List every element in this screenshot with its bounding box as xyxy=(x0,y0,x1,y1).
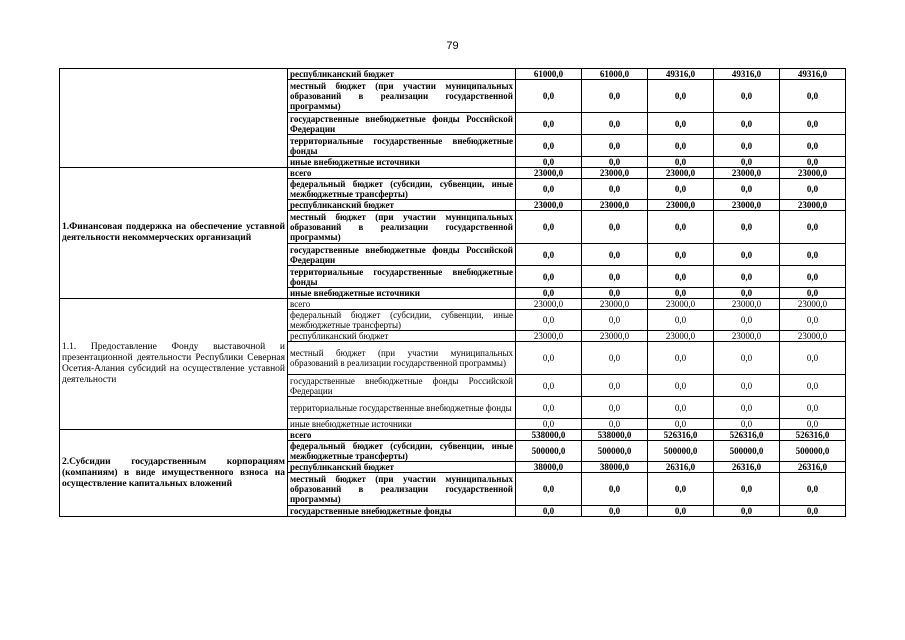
amount-cell: 0,0 xyxy=(780,375,846,397)
amount-cell: 0,0 xyxy=(648,266,714,288)
amount-cell: 0,0 xyxy=(516,211,582,244)
amount-cell: 0,0 xyxy=(516,419,582,430)
amount-cell: 0,0 xyxy=(714,135,780,157)
program-name-cell: 1.Финансовая поддержка на обеспечение уставной деятельности некоммерческих организаций xyxy=(60,168,288,299)
amount-cell: 23000,0 xyxy=(648,331,714,342)
amount-cell: 500000,0 xyxy=(714,441,780,462)
amount-cell: 0,0 xyxy=(516,506,582,517)
amount-cell: 0,0 xyxy=(582,375,648,397)
amount-cell: 23000,0 xyxy=(582,331,648,342)
amount-cell: 23000,0 xyxy=(516,331,582,342)
funding-source-cell: государственные внебюджетные фонды xyxy=(288,506,516,517)
amount-cell: 23000,0 xyxy=(516,200,582,211)
amount-cell: 526316,0 xyxy=(648,430,714,441)
amount-cell: 23000,0 xyxy=(582,200,648,211)
amount-cell: 0,0 xyxy=(648,244,714,266)
amount-cell: 23000,0 xyxy=(714,299,780,310)
amount-cell: 0,0 xyxy=(648,473,714,506)
amount-cell: 0,0 xyxy=(516,157,582,168)
amount-cell: 0,0 xyxy=(780,135,846,157)
amount-cell: 0,0 xyxy=(648,211,714,244)
amount-cell: 0,0 xyxy=(582,419,648,430)
funding-source-cell: федеральный бюджет (субсидии, субвенции, иные межбюджетные трансферты) xyxy=(288,441,516,462)
amount-cell: 23000,0 xyxy=(780,331,846,342)
funding-source-cell: федеральный бюджет (субсидии, субвенции, иные межбюджетные трансферты) xyxy=(288,179,516,200)
amount-cell: 0,0 xyxy=(648,342,714,375)
amount-cell: 0,0 xyxy=(582,310,648,331)
funding-source-cell: местный бюджет (при участии муниципальных образований в реализации государственной программы) xyxy=(288,80,516,113)
amount-cell: 0,0 xyxy=(648,179,714,200)
amount-cell: 0,0 xyxy=(780,80,846,113)
funding-source-cell: территориальные государственные внебюджетные фонды xyxy=(288,135,516,157)
amount-cell: 0,0 xyxy=(714,157,780,168)
amount-cell: 0,0 xyxy=(714,375,780,397)
amount-cell: 0,0 xyxy=(516,397,582,419)
table-row xyxy=(60,430,846,441)
amount-cell: 0,0 xyxy=(582,506,648,517)
program-name-cell: 2.Субсидии государственным корпорациям (компаниям) в виде имущественного взноса на осуществление капитальных вложений xyxy=(60,430,288,517)
amount-cell: 0,0 xyxy=(582,211,648,244)
amount-cell: 49316,0 xyxy=(648,69,714,80)
amount-cell: 500000,0 xyxy=(648,441,714,462)
amount-cell: 0,0 xyxy=(516,80,582,113)
amount-cell: 0,0 xyxy=(648,419,714,430)
amount-cell: 0,0 xyxy=(582,113,648,135)
amount-cell: 0,0 xyxy=(516,342,582,375)
amount-cell: 23000,0 xyxy=(714,200,780,211)
program-name-cell: 1.1. Предоставление Фонду выставочной и презентационной деятельности Республики Северная Осетия-Алания субсидий на осуществление уставной деятельности xyxy=(60,299,288,430)
amount-cell: 23000,0 xyxy=(648,168,714,179)
amount-cell: 0,0 xyxy=(714,288,780,299)
amount-cell: 0,0 xyxy=(582,157,648,168)
page-number: 79 xyxy=(446,40,459,52)
amount-cell: 0,0 xyxy=(714,244,780,266)
amount-cell: 0,0 xyxy=(714,80,780,113)
amount-cell: 23000,0 xyxy=(582,168,648,179)
amount-cell: 23000,0 xyxy=(780,299,846,310)
amount-cell: 23000,0 xyxy=(648,200,714,211)
amount-cell: 0,0 xyxy=(714,397,780,419)
amount-cell: 26316,0 xyxy=(780,462,846,473)
amount-cell: 0,0 xyxy=(648,157,714,168)
amount-cell: 0,0 xyxy=(714,342,780,375)
funding-source-cell: федеральный бюджет (субсидии, субвенции, иные межбюджетные трансферты) xyxy=(288,310,516,331)
amount-cell: 0,0 xyxy=(648,397,714,419)
amount-cell: 23000,0 xyxy=(516,299,582,310)
funding-source-cell: территориальные государственные внебюджетные фонды xyxy=(288,266,516,288)
funding-source-cell: всего xyxy=(288,430,516,441)
amount-cell: 0,0 xyxy=(714,419,780,430)
funding-source-cell: территориальные государственные внебюджетные фонды xyxy=(288,397,516,419)
amount-cell: 500000,0 xyxy=(582,441,648,462)
funding-source-cell: республиканский бюджет xyxy=(288,462,516,473)
amount-cell: 0,0 xyxy=(516,288,582,299)
amount-cell: 0,0 xyxy=(582,80,648,113)
amount-cell: 61000,0 xyxy=(582,69,648,80)
amount-cell: 0,0 xyxy=(648,310,714,331)
amount-cell: 0,0 xyxy=(648,288,714,299)
amount-cell: 0,0 xyxy=(714,266,780,288)
funding-source-cell: государственные внебюджетные фонды Российской Федерации xyxy=(288,113,516,135)
amount-cell: 0,0 xyxy=(714,310,780,331)
amount-cell: 0,0 xyxy=(582,266,648,288)
amount-cell: 500000,0 xyxy=(780,441,846,462)
amount-cell: 0,0 xyxy=(516,266,582,288)
amount-cell: 0,0 xyxy=(582,179,648,200)
amount-cell: 0,0 xyxy=(582,135,648,157)
amount-cell: 0,0 xyxy=(780,419,846,430)
amount-cell: 0,0 xyxy=(780,288,846,299)
budget-table xyxy=(59,68,846,517)
amount-cell: 0,0 xyxy=(516,113,582,135)
amount-cell: 0,0 xyxy=(582,397,648,419)
funding-source-cell: государственные внебюджетные фонды Российской Федерации xyxy=(288,244,516,266)
funding-source-cell: всего xyxy=(288,168,516,179)
funding-source-cell: государственные внебюджетные фонды Российской Федерации xyxy=(288,375,516,397)
amount-cell: 0,0 xyxy=(714,179,780,200)
table-row xyxy=(60,69,846,80)
table-row xyxy=(60,299,846,310)
amount-cell: 23000,0 xyxy=(780,200,846,211)
amount-cell: 0,0 xyxy=(780,310,846,331)
amount-cell: 0,0 xyxy=(516,135,582,157)
funding-source-cell: иные внебюджетные источники xyxy=(288,157,516,168)
amount-cell: 0,0 xyxy=(780,266,846,288)
amount-cell: 0,0 xyxy=(582,288,648,299)
amount-cell: 49316,0 xyxy=(780,69,846,80)
amount-cell: 23000,0 xyxy=(648,299,714,310)
amount-cell: 0,0 xyxy=(780,244,846,266)
funding-source-cell: всего xyxy=(288,299,516,310)
amount-cell: 0,0 xyxy=(648,506,714,517)
amount-cell: 0,0 xyxy=(582,244,648,266)
funding-source-cell: иные внебюджетные источники xyxy=(288,288,516,299)
amount-cell: 61000,0 xyxy=(516,69,582,80)
amount-cell: 0,0 xyxy=(516,375,582,397)
amount-cell: 0,0 xyxy=(780,397,846,419)
amount-cell: 538000,0 xyxy=(582,430,648,441)
amount-cell: 26316,0 xyxy=(714,462,780,473)
amount-cell: 526316,0 xyxy=(714,430,780,441)
amount-cell: 23000,0 xyxy=(714,168,780,179)
amount-cell: 526316,0 xyxy=(780,430,846,441)
amount-cell: 0,0 xyxy=(516,179,582,200)
amount-cell: 0,0 xyxy=(582,473,648,506)
amount-cell: 0,0 xyxy=(714,473,780,506)
amount-cell: 49316,0 xyxy=(714,69,780,80)
funding-source-cell: республиканский бюджет xyxy=(288,331,516,342)
amount-cell: 23000,0 xyxy=(582,299,648,310)
amount-cell: 0,0 xyxy=(780,473,846,506)
amount-cell: 0,0 xyxy=(714,506,780,517)
amount-cell: 0,0 xyxy=(516,473,582,506)
amount-cell: 0,0 xyxy=(582,342,648,375)
amount-cell: 26316,0 xyxy=(648,462,714,473)
funding-source-cell: республиканский бюджет xyxy=(288,69,516,80)
amount-cell: 23000,0 xyxy=(516,168,582,179)
program-name-cell xyxy=(60,69,288,168)
amount-cell: 0,0 xyxy=(648,80,714,113)
amount-cell: 0,0 xyxy=(648,375,714,397)
amount-cell: 23000,0 xyxy=(780,168,846,179)
amount-cell: 0,0 xyxy=(648,113,714,135)
amount-cell: 0,0 xyxy=(780,113,846,135)
funding-source-cell: местный бюджет (при участии муниципальных образований в реализации государственной программы) xyxy=(288,342,516,375)
amount-cell: 38000,0 xyxy=(582,462,648,473)
amount-cell: 500000,0 xyxy=(516,441,582,462)
amount-cell: 0,0 xyxy=(780,157,846,168)
amount-cell: 23000,0 xyxy=(714,331,780,342)
amount-cell: 0,0 xyxy=(780,211,846,244)
funding-source-cell: иные внебюджетные источники xyxy=(288,419,516,430)
amount-cell: 0,0 xyxy=(516,244,582,266)
amount-cell: 0,0 xyxy=(780,506,846,517)
amount-cell: 38000,0 xyxy=(516,462,582,473)
amount-cell: 0,0 xyxy=(780,342,846,375)
amount-cell: 0,0 xyxy=(714,211,780,244)
table-row xyxy=(60,168,846,179)
funding-source-cell: республиканский бюджет xyxy=(288,200,516,211)
amount-cell: 0,0 xyxy=(648,135,714,157)
amount-cell: 0,0 xyxy=(780,179,846,200)
amount-cell: 0,0 xyxy=(714,113,780,135)
amount-cell: 0,0 xyxy=(516,310,582,331)
amount-cell: 538000,0 xyxy=(516,430,582,441)
funding-source-cell: местный бюджет (при участии муниципальных образований в реализации государственной программы) xyxy=(288,211,516,244)
funding-source-cell: местный бюджет (при участии муниципальных образований в реализации государственной программы) xyxy=(288,473,516,506)
